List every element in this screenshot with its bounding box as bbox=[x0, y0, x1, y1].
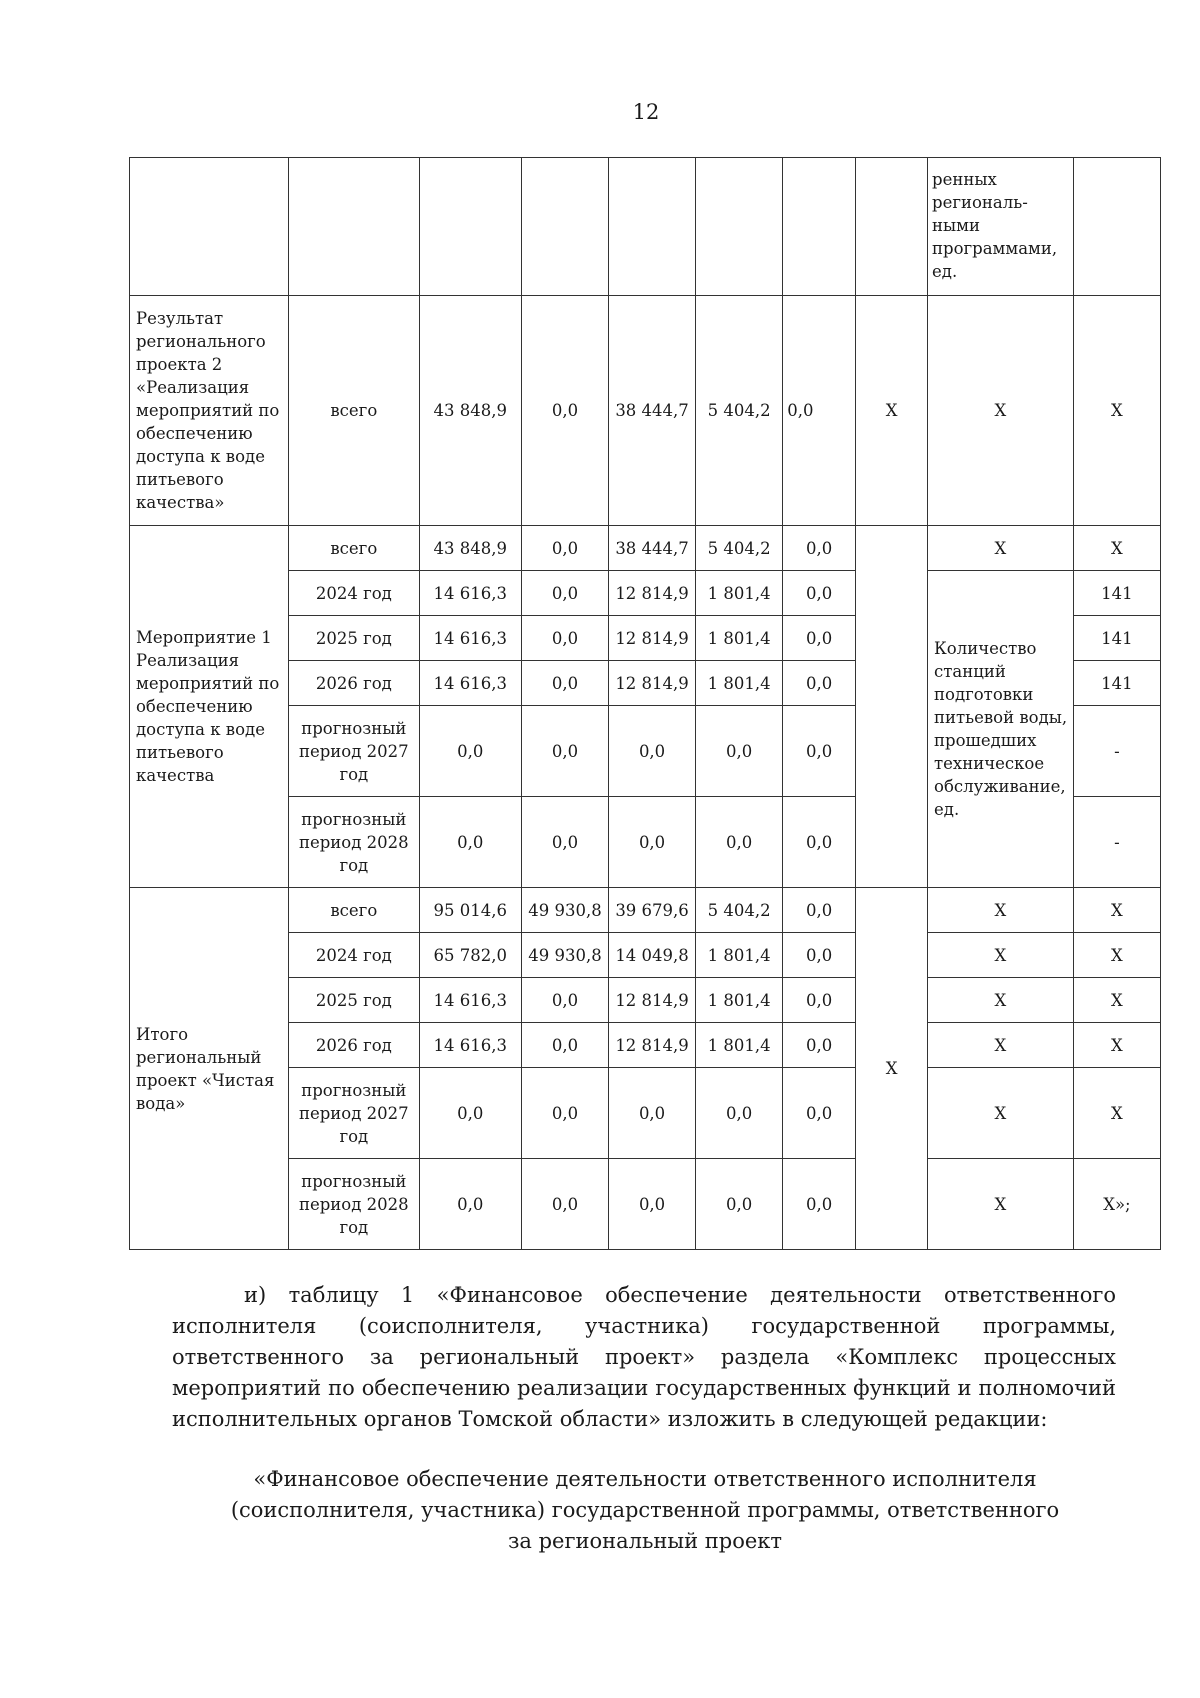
x-cell: X bbox=[928, 1068, 1074, 1159]
table-cell bbox=[856, 158, 928, 296]
value-cell: 1 801,4 bbox=[696, 661, 783, 706]
value-cell: 0,0 bbox=[609, 706, 696, 797]
value-cell: 0,0 bbox=[696, 1159, 783, 1250]
table-heading bbox=[160, 1464, 1130, 1557]
period-cell: 2024 год bbox=[289, 571, 420, 616]
page-number: 12 bbox=[632, 100, 660, 124]
period-cell: всего bbox=[289, 888, 420, 933]
value-cell: 12 814,9 bbox=[609, 978, 696, 1023]
budget-table bbox=[129, 157, 1161, 1250]
x-cell: X bbox=[1073, 526, 1160, 571]
x-cell: X bbox=[928, 888, 1074, 933]
period-cell: прогнозный период 2027 год bbox=[289, 1068, 420, 1159]
value-cell: 0,0 bbox=[419, 797, 521, 888]
table-cell bbox=[609, 158, 696, 296]
indicator-value: 141 bbox=[1073, 661, 1160, 706]
table-row-continuation bbox=[130, 158, 1161, 296]
value-cell: 14 616,3 bbox=[419, 1023, 521, 1068]
heading-line: за региональный проект bbox=[507, 1529, 783, 1553]
value-cell: 38 444,7 bbox=[609, 296, 696, 526]
value-cell: 0,0 bbox=[521, 706, 608, 797]
value-cell: 0,0 bbox=[783, 978, 856, 1023]
value-cell: 43 848,9 bbox=[419, 526, 521, 571]
x-cell: X bbox=[928, 296, 1074, 526]
value-cell: 95 014,6 bbox=[419, 888, 521, 933]
value-cell: 0,0 bbox=[783, 1068, 856, 1159]
x-cell: X bbox=[928, 978, 1074, 1023]
value-cell: 0,0 bbox=[783, 661, 856, 706]
value-cell: 0,0 bbox=[783, 526, 856, 571]
table-cell bbox=[783, 158, 856, 296]
value-cell: 12 814,9 bbox=[609, 571, 696, 616]
value-cell: 0,0 bbox=[521, 526, 608, 571]
value-cell: 1 801,4 bbox=[696, 1023, 783, 1068]
value-cell: 0,0 bbox=[419, 1159, 521, 1250]
value-cell: 0,0 bbox=[521, 1159, 608, 1250]
value-cell: 0,0 bbox=[609, 797, 696, 888]
value-cell: 0,0 bbox=[783, 797, 856, 888]
x-cell: X bbox=[856, 888, 928, 1250]
value-cell: 0,0 bbox=[521, 1068, 608, 1159]
value-cell: 0,0 bbox=[419, 1068, 521, 1159]
value-cell: 0,0 bbox=[783, 1023, 856, 1068]
value-cell: 14 616,3 bbox=[419, 571, 521, 616]
period-cell: всего bbox=[289, 296, 420, 526]
x-cell: X bbox=[1073, 933, 1160, 978]
x-cell: X bbox=[928, 933, 1074, 978]
value-cell: 0,0 bbox=[521, 978, 608, 1023]
amendment-paragraph bbox=[172, 1280, 1116, 1435]
x-cell: X»; bbox=[1073, 1159, 1160, 1250]
paragraph-text: и) таблицу 1 «Финансовое обеспечение деятельности ответственного исполнителя (соисполнителя, участника) государственной программы, ответственного за региональный проект» раздела «Комплекс процессных мероприятий по обеспечению реализации государственных функций и полномочий исполнительных органов Томской области» изложить в следующей редакции: bbox=[172, 1283, 1116, 1431]
value-cell: 0,0 bbox=[783, 1159, 856, 1250]
value-cell: 1 801,4 bbox=[696, 571, 783, 616]
table-cell bbox=[130, 158, 289, 296]
table-cell bbox=[521, 158, 608, 296]
indicator-cell: ренных региональ-ными программами, ед. bbox=[928, 158, 1074, 296]
value-cell: 0,0 bbox=[783, 296, 856, 526]
period-cell: 2026 год bbox=[289, 661, 420, 706]
value-cell: 0,0 bbox=[696, 706, 783, 797]
value-cell: 39 679,6 bbox=[609, 888, 696, 933]
heading-line: «Финансовое обеспечение деятельности ответственного исполнителя bbox=[253, 1467, 1037, 1491]
value-cell: 14 616,3 bbox=[419, 978, 521, 1023]
x-cell: X bbox=[856, 296, 928, 526]
value-cell: 0,0 bbox=[783, 933, 856, 978]
value-cell: 0,0 bbox=[419, 706, 521, 797]
value-cell: 0,0 bbox=[609, 1159, 696, 1250]
table-cell bbox=[419, 158, 521, 296]
value-cell: 0,0 bbox=[521, 571, 608, 616]
value-cell: 0,0 bbox=[521, 797, 608, 888]
total-label: Итого региональный проект «Чистая вода» bbox=[130, 888, 289, 1250]
x-cell: X bbox=[1073, 1068, 1160, 1159]
period-cell: прогнозный период 2028 год bbox=[289, 1159, 420, 1250]
x-cell: X bbox=[1073, 296, 1160, 526]
event1-indicator: Количество станций подготовки питьевой воды, прошедших техническое обслуживание, ед. bbox=[928, 571, 1074, 888]
value-cell: 0,0 bbox=[696, 1068, 783, 1159]
table-cell bbox=[696, 158, 783, 296]
value-cell: 12 814,9 bbox=[609, 616, 696, 661]
value-cell: 0,0 bbox=[783, 706, 856, 797]
value-cell: 0,0 bbox=[783, 616, 856, 661]
value-cell: 0,0 bbox=[609, 1068, 696, 1159]
period-cell: 2025 год bbox=[289, 616, 420, 661]
x-cell: X bbox=[928, 1159, 1074, 1250]
x-cell: X bbox=[928, 526, 1074, 571]
value-cell: 0,0 bbox=[521, 661, 608, 706]
table-row-result2 bbox=[130, 296, 1161, 526]
heading-line: (соисполнителя, участника) государственной программы, ответственного bbox=[230, 1498, 1060, 1522]
indicator-value: - bbox=[1073, 706, 1160, 797]
value-cell: 1 801,4 bbox=[696, 978, 783, 1023]
value-cell: 65 782,0 bbox=[419, 933, 521, 978]
value-cell: 5 404,2 bbox=[696, 526, 783, 571]
value-cell: 14 616,3 bbox=[419, 661, 521, 706]
table-cell bbox=[289, 158, 420, 296]
value-cell: 1 801,4 bbox=[696, 616, 783, 661]
value-cell: 49 930,8 bbox=[521, 888, 608, 933]
x-cell: X bbox=[1073, 888, 1160, 933]
indicator-value: 141 bbox=[1073, 571, 1160, 616]
value-cell: 0,0 bbox=[696, 797, 783, 888]
table-row bbox=[130, 526, 1161, 571]
period-cell: всего bbox=[289, 526, 420, 571]
period-cell: 2026 год bbox=[289, 1023, 420, 1068]
x-cell: X bbox=[928, 1023, 1074, 1068]
table-cell bbox=[1073, 158, 1160, 296]
value-cell: 43 848,9 bbox=[419, 296, 521, 526]
empty-cell bbox=[856, 526, 928, 888]
event1-label: Мероприятие 1 Реализация мероприятий по обеспечению доступа к воде питьевого качества bbox=[130, 526, 289, 888]
result2-label: Результат регионального проекта 2 «Реализация мероприятий по обеспечению доступа к воде питьевого качества» bbox=[130, 296, 289, 526]
value-cell: 12 814,9 bbox=[609, 1023, 696, 1068]
value-cell: 0,0 bbox=[521, 1023, 608, 1068]
value-cell: 1 801,4 bbox=[696, 933, 783, 978]
value-cell: 0,0 bbox=[783, 888, 856, 933]
period-cell: 2025 год bbox=[289, 978, 420, 1023]
x-cell: X bbox=[1073, 978, 1160, 1023]
period-cell: прогнозный период 2027 год bbox=[289, 706, 420, 797]
value-cell: 5 404,2 bbox=[696, 888, 783, 933]
period-cell: прогнозный период 2028 год bbox=[289, 797, 420, 888]
indicator-value: 141 bbox=[1073, 616, 1160, 661]
value-cell: 14 616,3 bbox=[419, 616, 521, 661]
value-cell: 5 404,2 bbox=[696, 296, 783, 526]
value-cell: 12 814,9 bbox=[609, 661, 696, 706]
value-cell: 0,0 bbox=[521, 296, 608, 526]
table-row bbox=[130, 888, 1161, 933]
indicator-value: - bbox=[1073, 797, 1160, 888]
value-cell: 49 930,8 bbox=[521, 933, 608, 978]
period-cell: 2024 год bbox=[289, 933, 420, 978]
x-cell: X bbox=[1073, 1023, 1160, 1068]
value-cell: 14 049,8 bbox=[609, 933, 696, 978]
value-cell: 38 444,7 bbox=[609, 526, 696, 571]
value-cell: 0,0 bbox=[521, 616, 608, 661]
value-cell: 0,0 bbox=[783, 571, 856, 616]
